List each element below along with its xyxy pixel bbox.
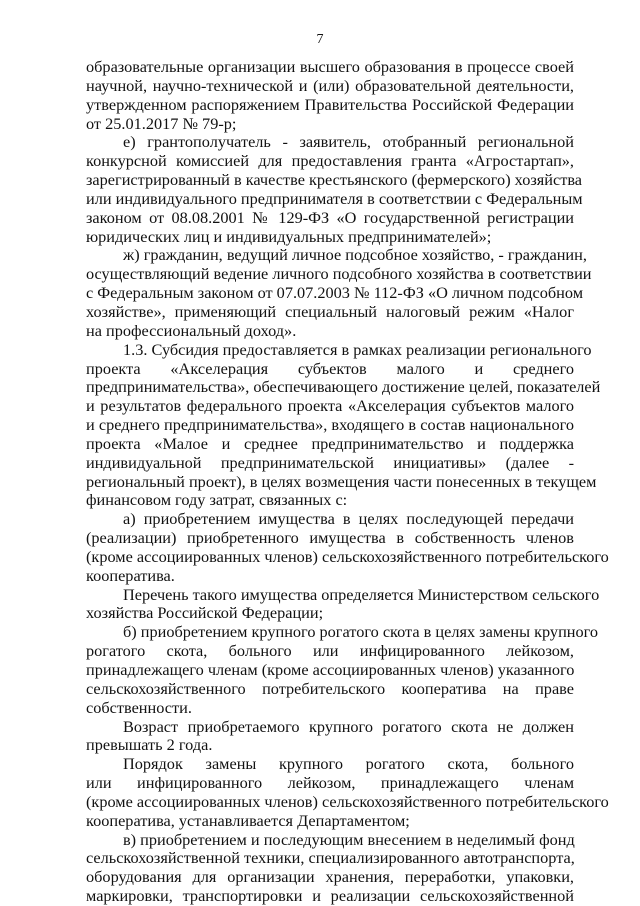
- text-line: Возраст приобретаемого крупного рогатого скота не должен: [123, 716, 574, 736]
- text-line: рогатого скота, больного или инфицированного лейкозом,: [86, 641, 574, 661]
- text-line: хозяйства Российской Федерации;: [86, 603, 324, 623]
- text-line: юридических лиц и индивидуальных предпринимателей»;: [86, 226, 492, 246]
- text-line: (кроме ассоциированных членов) сельскохозяйственного потребительского: [86, 546, 609, 566]
- text-line: с Федеральным законом от 07.07.2003 № 112-ФЗ «О личном подсобном: [86, 283, 584, 303]
- text-line: сельскохозяйственного потребительского кооператива на праве: [86, 678, 574, 698]
- text-line: 1.3. Субсидия предоставляется в рамках реализации регионального: [123, 339, 592, 359]
- text-line: кооператива, устанавливается Департаментом;: [86, 810, 410, 830]
- text-line: законом от 08.08.2001 № 129-ФЗ «О государственной регистрации: [86, 207, 574, 227]
- text-line: предпринимательства», обеспечивающего достижение целей, показателей: [86, 377, 601, 397]
- text-line: Перечень такого имущества определяется Министерством сельского: [123, 584, 600, 604]
- text-line: сельскохозяйственной техники, специализированного автотранспорта,: [86, 848, 575, 868]
- paragraph-item-zh-citizen: [86, 245, 592, 340]
- paragraph-property-list: [86, 584, 600, 624]
- text-line: и среднего предпринимательства», входящего в состав национального: [86, 415, 574, 435]
- text-line: хозяйстве», применяющий специальный налоговый режим «Налог: [86, 301, 574, 321]
- paragraph-item-e-grantee: [86, 132, 583, 246]
- text-line: утвержденном распоряжением Правительства Российской Федерации: [86, 94, 574, 114]
- text-line: или инфицированного лейкозом, принадлежащего членам: [86, 773, 574, 793]
- text-line: Порядок замены крупного рогатого скота, больного: [123, 754, 574, 774]
- text-line: ж) гражданин, ведущий личное подсобное хозяйство, - гражданин,: [123, 245, 587, 265]
- text-line: финансовом году затрат, связанных с:: [86, 490, 348, 510]
- paragraph-section-1-3: [86, 339, 601, 511]
- text-line: на профессиональный доход».: [86, 320, 297, 340]
- page-number: 7: [316, 32, 324, 47]
- text-line: б) приобретением крупного рогатого скота в целях замены крупного: [123, 622, 599, 642]
- paragraph-item-a: [86, 509, 609, 585]
- text-line: собственности.: [86, 697, 192, 717]
- text-line: и результатов федерального проекта «Акселерация субъектов малого: [86, 396, 574, 416]
- text-line: проекта «Малое и среднее предпринимательство и поддержка: [86, 433, 574, 453]
- text-line: образовательные организации высшего образования в процессе своей: [86, 57, 574, 76]
- text-line: оборудования для организации хранения, переработки, упаковки,: [86, 867, 574, 887]
- text-line: региональный проект), в целях возмещения части понесенных в текущем: [86, 471, 597, 491]
- text-line: (реализации) приобретенного имущества в собственность членов: [86, 528, 574, 548]
- text-line: превышать 2 года.: [86, 735, 213, 755]
- text-line: научной, научно-технической и (или) образовательной деятельности,: [86, 75, 574, 95]
- text-line: индивидуальной предпринимательской инициативы» (далее -: [86, 452, 574, 472]
- text-line: принадлежащего членам (кроме ассоциированных членов) указанного: [86, 660, 575, 679]
- text-line: кооператива.: [86, 565, 175, 585]
- paragraph-item-b: [86, 622, 599, 717]
- paragraph-cattle-age: [86, 718, 574, 756]
- paragraph-replacement-procedure: [86, 754, 609, 830]
- text-line: в) приобретением и последующим внесением в неделимый фонд: [123, 829, 575, 849]
- document-body: [86, 57, 609, 906]
- text-line: зарегистрированный в качестве крестьянского (фермерского) хозяйства: [86, 170, 583, 190]
- paragraph-item-v: [86, 831, 574, 906]
- paragraph-grant-definition-end: [86, 58, 574, 133]
- text-line: конкурсной комиссией для предоставления гранта «Агростартап»,: [86, 151, 574, 171]
- text-line: маркировки, транспортировки и реализации сельскохозяйственной: [86, 886, 574, 906]
- text-line: проекта «Акселерация субъектов малого и среднего: [86, 358, 574, 378]
- text-line: а) приобретением имущества в целях последующей передачи: [123, 509, 574, 529]
- text-line: (кроме ассоциированных членов) сельскохозяйственного потребительского: [86, 791, 609, 811]
- text-line: осуществляющий ведение личного подсобного хозяйства в соответствии: [86, 264, 592, 284]
- text-line: или индивидуального предпринимателя в соответствии с Федеральным: [86, 188, 583, 208]
- text-line: от 25.01.2017 № 79-р;: [86, 113, 237, 133]
- text-line: е) грантополучатель - заявитель, отобранный региональной: [123, 132, 574, 152]
